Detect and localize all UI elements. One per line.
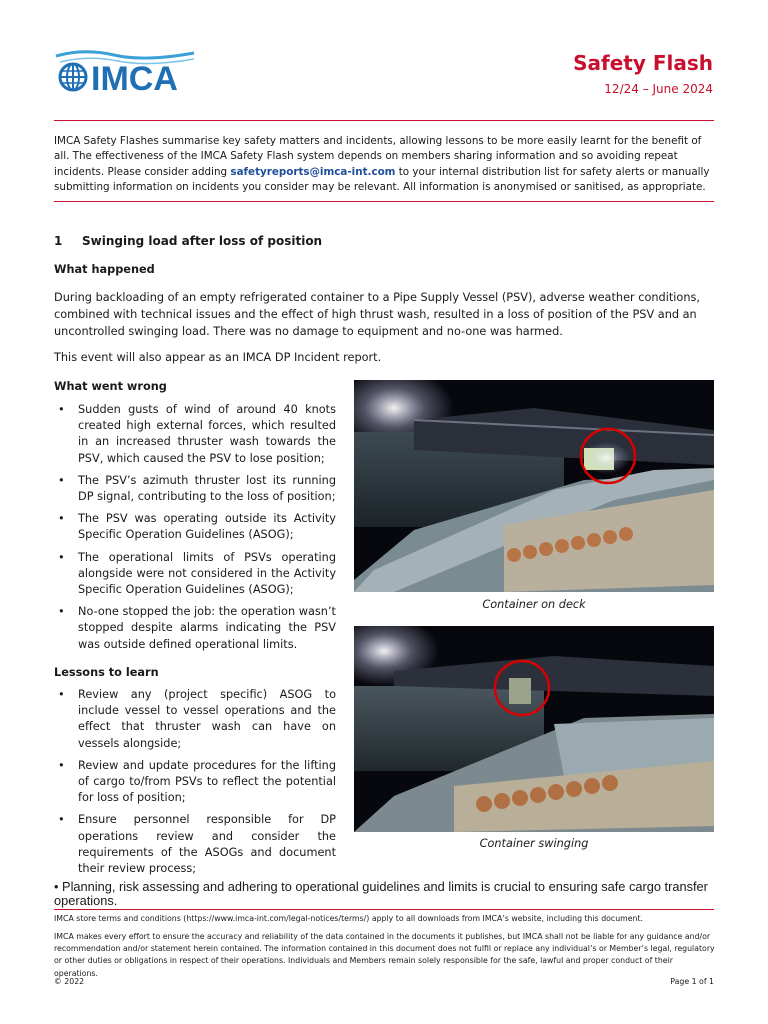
list-item: • Review and update procedures for the lifting of cargo to/from PSVs to reflect the potential for loss of position;: [54, 758, 336, 807]
list-item: • The PSV was operating outside its Activity Specific Operation Guidelines (ASOG);: [54, 511, 336, 543]
what-went-wrong-heading: What went wrong: [54, 380, 167, 393]
flash-date: 12/24 – June 2024: [604, 82, 713, 96]
what-went-wrong-list: [54, 402, 336, 659]
globe-icon: [60, 64, 86, 90]
imca-logo: [54, 46, 198, 100]
page-number: Page 1 of 1: [670, 977, 714, 986]
logo-wordmark: IMCA: [91, 60, 178, 98]
figure-caption-2: Container swinging: [479, 837, 589, 850]
header-divider: [54, 120, 714, 121]
footer-terms: IMCA store terms and conditions (https://www.imca-int.com/legal-notices/terms/) apply to all downloads from IMCA’s website, including this document.: [54, 914, 644, 923]
intro-divider: [54, 201, 714, 202]
list-item: • The PSV’s azimuth thruster lost its running DP signal, contributing to the loss of position;: [54, 473, 336, 505]
flash-title: Safety Flash: [573, 51, 713, 75]
what-happened-heading: What happened: [54, 263, 155, 276]
container-on-deck-photo: [354, 380, 714, 592]
list-item: • Review any (project specific) ASOG to include vessel to vessel operations and the effect that thruster wash can have on vessels alongside;: [54, 687, 336, 752]
container-swinging-photo: [354, 626, 714, 832]
lessons-list: [54, 687, 336, 883]
safety-reports-email-link[interactable]: safetyreports@imca-int.com: [230, 165, 396, 178]
lessons-heading: Lessons to learn: [54, 666, 159, 679]
intro-paragraph: [54, 134, 716, 196]
figure-caption-1: Container on deck: [482, 598, 586, 611]
list-item: • Sudden gusts of wind of around 40 knots created high external forces, which resulted in an increased thruster wash towards the PSV, which caused the PSV to lose position;: [54, 402, 336, 467]
section-number: 1: [54, 234, 63, 248]
list-item: • The operational limits of PSVs operating alongside were not considered in the Activity Specific Operation Guidelines (ASOG);: [54, 550, 336, 599]
planning-bullet: • Planning, risk assessing and adhering to operational guidelines and limits is crucial to ensuring safe cargo transfer operations.: [54, 880, 708, 908]
dp-incident-note: This event will also appear as an IMCA DP Incident report.: [54, 351, 382, 364]
list-item: • No-one stopped the job: the operation wasn’t stopped despite alarms indicating the PSV was outside defined operational limits.: [54, 604, 336, 653]
list-item: • Ensure personnel responsible for DP operations review and consider the requirements of the ASOGs and document their review process;: [54, 812, 336, 877]
intro-text-1: IMCA Safety Flashes summarise key safety matters and incidents, allowing lessons to be more easily learnt for the benefit of all. The effectiveness of the IMCA Safety Flash system depends on members sharing information and so avoiding repeat incidents. Please consider adding: [54, 135, 702, 178]
footer-copyright: © 2022: [54, 977, 85, 986]
footer-divider: [54, 909, 714, 910]
section-title: Swinging load after loss of position: [82, 234, 323, 248]
intro-text-2: to your internal distribution list for safety alerts or manually submitting information on incidents you consider may be relevant. All information is anonymised or sanitised, as appropriate.: [54, 165, 710, 194]
footer-disclaimer: IMCA makes every effort to ensure the accuracy and reliability of the data contained in the documents it publishes, but IMCA shall not be liable for any guidance and/or recommendation and/or statement herein contained. The information contained in this document does not fulfil or replace any individual’s or Member’s legal, regulatory or other duties or obligations in respect of their operations. Individuals and Members remain solely responsible for the safe, lawful and proper conduct of their operations.: [54, 932, 715, 978]
what-happened-body: During backloading of an empty refrigerated container to a Pipe Supply Vessel (PSV), adverse weather conditions, combined with technical issues and the effect of high thrust wash, resulted in a loss of position of the PSV and an uncontrolled swinging load. There was no damage to equipment and no-one was harmed.: [54, 291, 700, 338]
imca-logo-graphic: [54, 46, 198, 100]
